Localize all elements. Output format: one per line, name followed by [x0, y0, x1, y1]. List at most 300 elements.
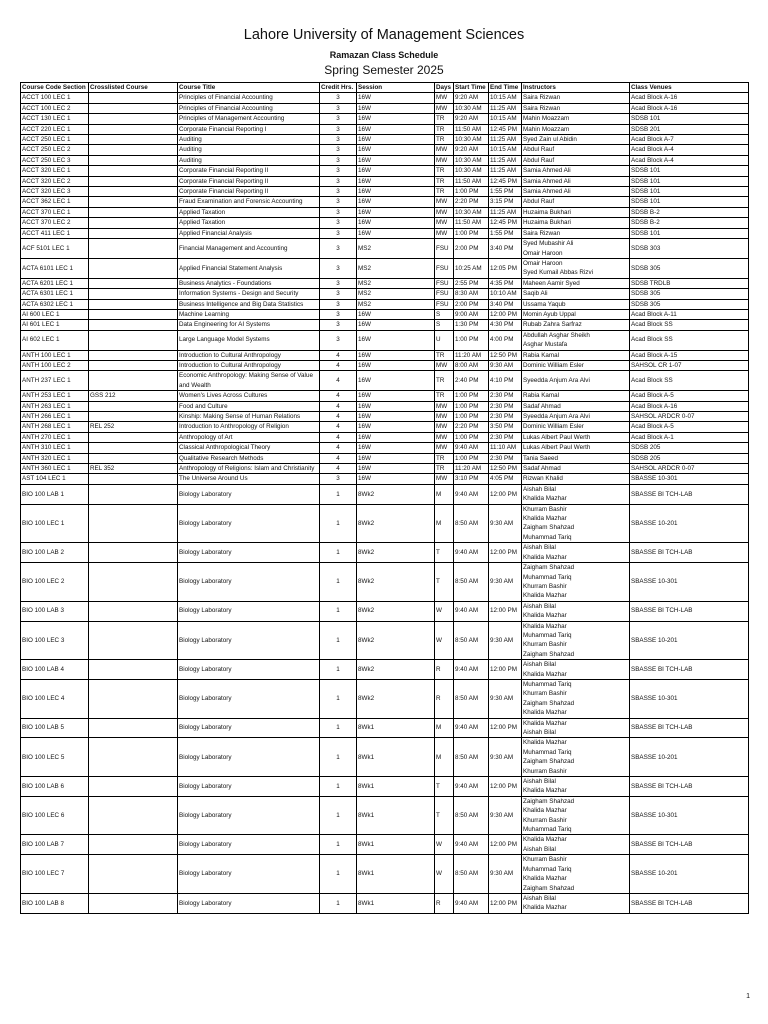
course-code-cell: ACCT 130 LEC 1 — [21, 114, 89, 124]
instructors-cell — [522, 197, 630, 207]
end-time-cell: 2:30 PM — [489, 412, 522, 422]
course-title-cell: Anthropology of Religions: Islam and Christianity — [178, 464, 320, 474]
credit-hrs-cell: 1 — [320, 835, 357, 855]
crosslisted-course-cell — [89, 412, 178, 422]
instructors-cell — [522, 114, 630, 124]
session-cell: MS2 — [357, 278, 435, 288]
start-time-cell: 1:00 PM — [454, 432, 489, 442]
credit-hrs-cell: 1 — [320, 679, 357, 718]
course-code-cell: ACCT 320 LEC 1 — [21, 166, 89, 176]
start-time-cell: 8:00 AM — [454, 360, 489, 370]
crosslisted-course-cell — [89, 187, 178, 197]
instructor-name: Khalida Mazhar — [523, 612, 567, 620]
table-row — [21, 299, 749, 309]
end-time-cell: 12:00 PM — [489, 777, 522, 797]
end-time-cell: 10:10 AM — [489, 289, 522, 299]
instructors-cell — [522, 391, 630, 401]
course-title-cell: Principles of Financial Accounting — [178, 103, 320, 113]
instructor-name: Khalida Mazhar — [523, 553, 567, 561]
start-time-cell: 9:20 AM — [454, 114, 489, 124]
course-title-cell: Auditing — [178, 145, 320, 155]
course-title-cell: Introduction to Cultural Anthropology — [178, 360, 320, 370]
col-header-crosslisted: Crosslisted Course — [89, 83, 178, 93]
course-code-cell: AI 601 LEC 1 — [21, 320, 89, 330]
credit-hrs-cell: 1 — [320, 484, 357, 504]
start-time-cell: 9:40 AM — [454, 484, 489, 504]
crosslisted-course-cell — [89, 601, 178, 621]
crosslisted-course-cell — [89, 835, 178, 855]
col-header-end-time: End Time — [489, 83, 522, 93]
instructor-name: Khalida Mazhar — [523, 787, 567, 795]
instructors-cell — [522, 93, 630, 103]
start-time-cell: 1:00 PM — [454, 330, 489, 350]
crosslisted-course-cell — [89, 207, 178, 217]
credit-hrs-cell: 4 — [320, 391, 357, 401]
course-code-cell: AST 104 LEC 1 — [21, 474, 89, 484]
class-venue-cell: SDSB 101 — [630, 187, 749, 197]
start-time-cell: 8:50 AM — [454, 563, 489, 602]
crosslisted-course-cell — [89, 371, 178, 391]
instructor-name: Muhammad Tariq — [523, 533, 572, 541]
days-cell: TR — [435, 124, 454, 134]
instructor-name: Zaigham Shahzad — [523, 758, 575, 766]
class-venue-cell: SBASSE BI TCH-LAB — [630, 543, 749, 563]
crosslisted-course-cell — [89, 563, 178, 602]
instructor-name: Aishah Bilal — [523, 729, 556, 736]
course-title-cell: Business Analytics - Foundations — [178, 278, 320, 288]
instructor-name: Huzaima Bukhari — [523, 208, 571, 216]
start-time-cell: 10:30 AM — [454, 103, 489, 113]
end-time-cell: 12:00 PM — [489, 835, 522, 855]
crosslisted-course-cell — [89, 218, 178, 228]
days-cell: T — [435, 543, 454, 563]
class-venue-cell: SBASSE BI TCH-LAB — [630, 777, 749, 797]
class-venue-cell: SDSB 101 — [630, 166, 749, 176]
col-header-session: Session — [357, 83, 435, 93]
crosslisted-course-cell — [89, 543, 178, 563]
col-header-credit-hrs: Credit Hrs. — [320, 83, 357, 93]
start-time-cell: 9:20 AM — [454, 93, 489, 103]
page-number: 1 — [746, 993, 750, 1000]
instructor-name: Syeedda Anjum Ara Alvi — [523, 377, 590, 385]
instructors-cell — [522, 422, 630, 432]
instructor-name: Muhammad Tariq — [523, 680, 572, 688]
instructor-name: Tania Saeed — [523, 454, 559, 462]
session-cell: 16W — [357, 155, 435, 165]
start-time-cell: 9:40 AM — [454, 893, 489, 913]
instructor-name: Khalida Mazhar — [523, 592, 567, 600]
course-code-cell: BIO 100 LAB 6 — [21, 777, 89, 797]
start-time-cell: 8:50 AM — [454, 504, 489, 543]
days-cell: M — [435, 718, 454, 738]
end-time-cell: 2:30 PM — [489, 391, 522, 401]
class-venue-cell: Acad Block SS — [630, 320, 749, 330]
start-time-cell: 11:50 AM — [454, 218, 489, 228]
instructors-cell — [522, 835, 630, 855]
instructor-name: Saira Rizwan — [523, 94, 561, 102]
table-row — [21, 422, 749, 432]
crosslisted-course-cell — [89, 718, 178, 738]
class-venue-cell: SBASSE BI TCH-LAB — [630, 718, 749, 738]
instructor-name: Khurram Bashir — [523, 856, 567, 864]
table-row — [21, 330, 749, 350]
session-cell: 16W — [357, 320, 435, 330]
course-title-cell: Biology Laboratory — [178, 563, 320, 602]
session-cell: 8Wk2 — [357, 679, 435, 718]
class-venue-cell: SBASSE BI TCH-LAB — [630, 484, 749, 504]
course-code-cell: ANTH 266 LEC 1 — [21, 412, 89, 422]
start-time-cell: 2:40 PM — [454, 371, 489, 391]
credit-hrs-cell: 1 — [320, 718, 357, 738]
table-body — [21, 93, 749, 913]
crosslisted-course-cell — [89, 124, 178, 134]
instructors-cell — [522, 145, 630, 155]
instructors-cell — [522, 135, 630, 145]
schedule-subtitle: Ramazan Class Schedule — [329, 50, 439, 60]
instructor-name: Syed Mubashir Ali — [523, 240, 574, 248]
course-title-cell: Auditing — [178, 155, 320, 165]
course-title-cell: Biology Laboratory — [178, 893, 320, 913]
days-cell: MW — [435, 360, 454, 370]
class-venue-cell: Acad Block A-16 — [630, 93, 749, 103]
days-cell: MW — [435, 93, 454, 103]
table-row — [21, 289, 749, 299]
credit-hrs-cell: 1 — [320, 621, 357, 660]
end-time-cell: 10:15 AM — [489, 93, 522, 103]
col-header-instructors: Instructors — [522, 83, 630, 93]
instructors-cell — [522, 278, 630, 288]
table-row — [21, 453, 749, 463]
credit-hrs-cell: 3 — [320, 176, 357, 186]
end-time-cell: 12:00 PM — [489, 543, 522, 563]
days-cell: TR — [435, 135, 454, 145]
class-venue-cell: SAHSOL CR 1-07 — [630, 360, 749, 370]
session-cell: 16W — [357, 145, 435, 155]
col-header-course-code: Course Code Section — [21, 83, 89, 93]
days-cell: FSU — [435, 299, 454, 309]
course-code-cell: AI 602 LEC 1 — [21, 330, 89, 350]
days-cell: TR — [435, 453, 454, 463]
table-row — [21, 401, 749, 411]
table-row — [21, 93, 749, 103]
instructors-cell — [522, 371, 630, 391]
instructor-name: Muhammad Tariq — [523, 865, 572, 873]
session-cell: 16W — [357, 218, 435, 228]
session-cell: 16W — [357, 166, 435, 176]
instructors-cell — [522, 679, 630, 718]
session-cell: 16W — [357, 371, 435, 391]
instructor-name: Rabia Kamal — [523, 392, 560, 400]
instructors-cell — [522, 777, 630, 797]
credit-hrs-cell: 4 — [320, 401, 357, 411]
table-row — [21, 371, 749, 391]
instructor-name: Rubab Zahra Sarfraz — [523, 321, 582, 329]
crosslisted-course-cell — [89, 278, 178, 288]
crosslisted-course-cell — [89, 401, 178, 411]
end-time-cell: 3:40 PM — [489, 239, 522, 259]
instructor-name: Rabia Kamal — [523, 351, 560, 359]
start-time-cell: 9:40 AM — [454, 660, 489, 680]
start-time-cell: 1:00 PM — [454, 453, 489, 463]
course-title-cell: Principles of Management Accounting — [178, 114, 320, 124]
course-code-cell: ACCT 320 LEC 2 — [21, 176, 89, 186]
credit-hrs-cell: 3 — [320, 187, 357, 197]
start-time-cell: 9:40 AM — [454, 835, 489, 855]
crosslisted-course-cell — [89, 135, 178, 145]
start-time-cell: 2:20 PM — [454, 422, 489, 432]
end-time-cell: 12:00 PM — [489, 484, 522, 504]
session-cell: 16W — [357, 197, 435, 207]
start-time-cell: 3:10 PM — [454, 474, 489, 484]
table-row — [21, 796, 749, 835]
end-time-cell: 12:00 PM — [489, 601, 522, 621]
course-code-cell: ACCT 220 LEC 1 — [21, 124, 89, 134]
end-time-cell: 2:30 PM — [489, 401, 522, 411]
instructors-cell — [522, 738, 630, 777]
session-cell: 16W — [357, 176, 435, 186]
class-venue-cell: Acad Block A-5 — [630, 422, 749, 432]
course-code-cell: ANTH 100 LEC 2 — [21, 360, 89, 370]
course-code-cell: ACCT 100 LEC 1 — [21, 93, 89, 103]
instructors-cell — [522, 504, 630, 543]
credit-hrs-cell: 4 — [320, 453, 357, 463]
credit-hrs-cell: 3 — [320, 218, 357, 228]
instructor-name: Momin Ayub Uppal — [523, 310, 576, 318]
credit-hrs-cell: 3 — [320, 155, 357, 165]
course-title-cell: Business Intelligence and Big Data Statistics — [178, 299, 320, 309]
instructors-cell — [522, 660, 630, 680]
class-venue-cell: SBASSE BI TCH-LAB — [630, 660, 749, 680]
start-time-cell: 9:40 AM — [454, 777, 489, 797]
credit-hrs-cell: 4 — [320, 360, 357, 370]
table-row — [21, 228, 749, 238]
end-time-cell: 4:05 PM — [489, 474, 522, 484]
days-cell: MW — [435, 197, 454, 207]
instructor-name: Abdul Rauf — [523, 146, 555, 154]
instructor-name: Aishah Bilal — [523, 894, 556, 902]
start-time-cell: 11:20 AM — [454, 464, 489, 474]
session-cell: 8Wk1 — [357, 855, 435, 894]
credit-hrs-cell: 4 — [320, 443, 357, 453]
session-cell: 8Wk2 — [357, 601, 435, 621]
session-cell: 8Wk1 — [357, 738, 435, 777]
days-cell: W — [435, 601, 454, 621]
instructor-name: Mahin Moazzam — [523, 115, 570, 123]
course-code-cell: BIO 100 LEC 3 — [21, 621, 89, 660]
crosslisted-course-cell — [89, 893, 178, 913]
credit-hrs-cell: 3 — [320, 289, 357, 299]
credit-hrs-cell: 3 — [320, 330, 357, 350]
instructor-name: Muhammad Tariq — [523, 826, 572, 834]
instructor-name: Khurram Bashir — [523, 582, 567, 590]
course-title-cell: Women's Lives Across Cultures — [178, 391, 320, 401]
start-time-cell: 8:50 AM — [454, 679, 489, 718]
end-time-cell: 9:30 AM — [489, 738, 522, 777]
days-cell: R — [435, 660, 454, 680]
class-venue-cell: Acad Block A-16 — [630, 401, 749, 411]
instructor-name: Aishah Bilal — [523, 602, 556, 610]
credit-hrs-cell: 1 — [320, 777, 357, 797]
instructor-name: Lukas Albert Paul Werth — [523, 433, 591, 441]
credit-hrs-cell: 3 — [320, 228, 357, 238]
crosslisted-course-cell — [89, 330, 178, 350]
semester-label: Spring Semester 2025 — [324, 63, 444, 77]
instructors-cell — [522, 124, 630, 134]
course-code-cell: ACTA 6101 LEC 1 — [21, 258, 89, 278]
start-time-cell: 9:40 AM — [454, 601, 489, 621]
class-venue-cell: SBASSE BI TCH-LAB — [630, 893, 749, 913]
class-venue-cell: Acad Block A-5 — [630, 391, 749, 401]
credit-hrs-cell: 1 — [320, 504, 357, 543]
table-row — [21, 239, 749, 259]
session-cell: 16W — [357, 103, 435, 113]
course-title-cell: Principles of Financial Accounting — [178, 93, 320, 103]
table-row — [21, 412, 749, 422]
session-cell: MS2 — [357, 299, 435, 309]
course-title-cell: Biology Laboratory — [178, 679, 320, 718]
table-row — [21, 309, 749, 319]
class-venue-cell: SBASSE 10-201 — [630, 621, 749, 660]
instructors-cell — [522, 258, 630, 278]
table-row — [21, 218, 749, 228]
credit-hrs-cell: 3 — [320, 320, 357, 330]
course-title-cell: Biology Laboratory — [178, 543, 320, 563]
class-venue-cell: SDSB 205 — [630, 443, 749, 453]
end-time-cell: 9:30 AM — [489, 563, 522, 602]
crosslisted-course-cell — [89, 432, 178, 442]
class-venue-cell: Acad Block A-15 — [630, 350, 749, 360]
instructor-name: Abdul Rauf — [523, 156, 555, 164]
instructors-cell — [522, 350, 630, 360]
end-time-cell: 10:15 AM — [489, 145, 522, 155]
session-cell: 8Wk1 — [357, 893, 435, 913]
instructors-cell — [522, 401, 630, 411]
start-time-cell: 9:40 AM — [454, 443, 489, 453]
crosslisted-course-cell — [89, 176, 178, 186]
credit-hrs-cell: 3 — [320, 103, 357, 113]
instructors-cell — [522, 289, 630, 299]
course-title-cell: Economic Anthropology: Making Sense of Value and Wealth — [178, 371, 320, 391]
instructor-name: Zaigham Shahzad — [523, 699, 575, 707]
crosslisted-course-cell — [89, 103, 178, 113]
instructor-name: Khalida Mazhar — [523, 807, 567, 815]
end-time-cell: 11:25 AM — [489, 135, 522, 145]
table-row — [21, 621, 749, 660]
instructors-cell — [522, 176, 630, 186]
crosslisted-course-cell — [89, 239, 178, 259]
days-cell: W — [435, 621, 454, 660]
class-venue-cell: SDSB B-2 — [630, 218, 749, 228]
course-code-cell: BIO 100 LAB 7 — [21, 835, 89, 855]
crosslisted-course-cell — [89, 679, 178, 718]
course-title-cell: Food and Culture — [178, 401, 320, 411]
session-cell: MS2 — [357, 239, 435, 259]
course-code-cell: ACCT 370 LEC 1 — [21, 207, 89, 217]
end-time-cell: 9:30 AM — [489, 679, 522, 718]
session-cell: 16W — [357, 207, 435, 217]
days-cell: T — [435, 796, 454, 835]
end-time-cell: 2:30 PM — [489, 453, 522, 463]
class-venue-cell: Acad Block A-1 — [630, 432, 749, 442]
table-row — [21, 563, 749, 602]
start-time-cell: 11:20 AM — [454, 350, 489, 360]
class-venue-cell: SBASSE 10-301 — [630, 563, 749, 602]
instructors-cell — [522, 796, 630, 835]
instructor-name: Lukas Albert Paul Werth — [523, 444, 591, 452]
crosslisted-course-cell — [89, 777, 178, 797]
days-cell: MW — [435, 218, 454, 228]
class-venue-cell: SDSB 305 — [630, 258, 749, 278]
course-code-cell: BIO 100 LAB 8 — [21, 893, 89, 913]
session-cell: 16W — [357, 443, 435, 453]
course-code-cell: BIO 100 LAB 4 — [21, 660, 89, 680]
crosslisted-course-cell — [89, 474, 178, 484]
instructor-name: Aishah Bilal — [523, 778, 556, 786]
days-cell: MW — [435, 401, 454, 411]
days-cell: MW — [435, 422, 454, 432]
crosslisted-course-cell — [89, 228, 178, 238]
session-cell: 8Wk2 — [357, 543, 435, 563]
crosslisted-course-cell — [89, 738, 178, 777]
instructor-name: Mahin Moazzam — [523, 125, 570, 133]
days-cell: M — [435, 738, 454, 777]
instructor-name: Khalida Mazhar — [523, 875, 567, 883]
table-row — [21, 893, 749, 913]
session-cell: 8Wk2 — [357, 621, 435, 660]
days-cell: FSU — [435, 278, 454, 288]
class-venue-cell: SBASSE 10-301 — [630, 679, 749, 718]
credit-hrs-cell: 4 — [320, 371, 357, 391]
instructor-name: Khalida Mazhar — [523, 719, 567, 727]
course-code-cell: BIO 100 LAB 5 — [21, 718, 89, 738]
start-time-cell: 1:30 PM — [454, 320, 489, 330]
credit-hrs-cell: 1 — [320, 563, 357, 602]
crosslisted-course-cell — [89, 320, 178, 330]
course-code-cell: BIO 100 LEC 1 — [21, 504, 89, 543]
start-time-cell: 10:30 AM — [454, 155, 489, 165]
instructors-cell — [522, 621, 630, 660]
credit-hrs-cell: 3 — [320, 135, 357, 145]
credit-hrs-cell: 3 — [320, 93, 357, 103]
instructor-name: Khurram Bashir — [523, 641, 567, 649]
course-code-cell: BIO 100 LEC 4 — [21, 679, 89, 718]
session-cell: 16W — [357, 474, 435, 484]
end-time-cell: 2:30 PM — [489, 432, 522, 442]
session-cell: 16W — [357, 360, 435, 370]
course-code-cell: BIO 100 LEC 5 — [21, 738, 89, 777]
crosslisted-course-cell — [89, 504, 178, 543]
start-time-cell: 9:40 AM — [454, 543, 489, 563]
days-cell: MW — [435, 228, 454, 238]
crosslisted-course-cell — [89, 258, 178, 278]
end-time-cell: 12:00 PM — [489, 718, 522, 738]
days-cell: TR — [435, 187, 454, 197]
course-title-cell: Biology Laboratory — [178, 621, 320, 660]
table-row — [21, 601, 749, 621]
days-cell: MW — [435, 474, 454, 484]
session-cell: 16W — [357, 124, 435, 134]
instructor-name: Muhammad Tariq — [523, 748, 572, 756]
days-cell: MW — [435, 443, 454, 453]
instructor-name: Khalida Mazhar — [523, 495, 567, 503]
class-venue-cell: Acad Block A-16 — [630, 103, 749, 113]
table-row — [21, 679, 749, 718]
end-time-cell: 12:05 PM — [489, 258, 522, 278]
course-title-cell: Biology Laboratory — [178, 855, 320, 894]
course-title-cell: The Universe Around Us — [178, 474, 320, 484]
session-cell: 16W — [357, 114, 435, 124]
instructors-cell — [522, 320, 630, 330]
